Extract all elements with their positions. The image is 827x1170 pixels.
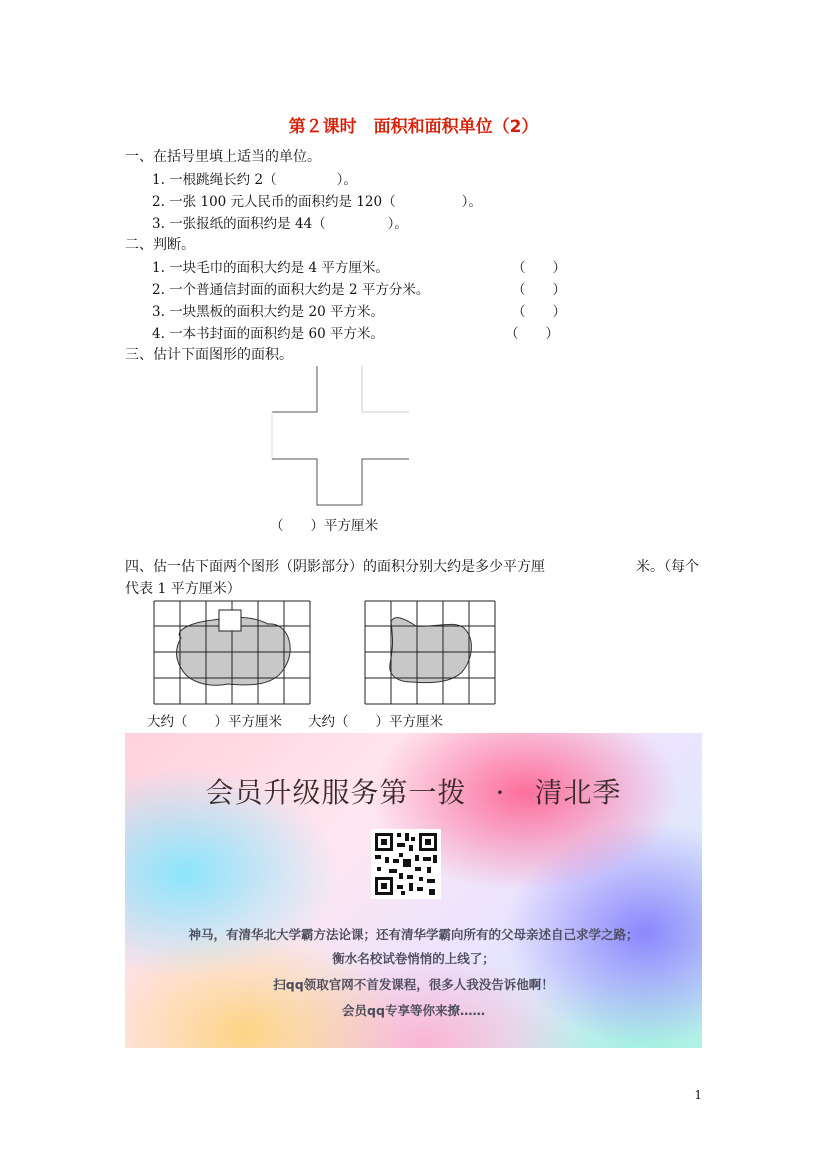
item-end: ）。: [336, 172, 357, 188]
item-number: 2.: [152, 194, 165, 210]
section-2-heading: 二、判断。: [125, 237, 195, 253]
item-number: 3.: [152, 304, 165, 320]
banner-title: 会员升级服务第一拨 · 清北季: [205, 776, 622, 809]
item-number: 3.: [152, 216, 165, 232]
sec2-item-3: [152, 300, 384, 320]
section-3-heading: 三、估计下面图形的面积。: [125, 347, 293, 363]
banner-line-2: 衡水名校试卷悄悄的上线了；: [332, 951, 495, 966]
judge-paren-3[interactable]: （ ）: [512, 304, 566, 320]
section-4-heading-b: 米。（每个: [636, 559, 699, 575]
grid-figure-1: [153, 600, 313, 706]
sec1-item-1: [152, 168, 357, 188]
page-title: 第２课时 面积和面积单位（2）: [288, 117, 539, 137]
item-text: 一根跳绳长约 2（: [169, 172, 277, 188]
section-1-heading: 一、在括号里填上适当的单位。: [125, 149, 321, 165]
page-number: 1: [694, 1088, 702, 1102]
item-number: 4.: [152, 326, 165, 342]
sec2-item-4: [152, 322, 384, 342]
banner-line-4: 会员qq专享等你来撩……: [342, 1003, 485, 1018]
banner-line-3: 扫qq领取官网不首发课程，很多人我没告诉他啊！: [273, 977, 554, 992]
judge-paren-2[interactable]: （ ）: [512, 282, 566, 298]
banner-line-1: 神马，有清华北大学霸方法论课；还有清华学霸向所有的父母亲述自己求学之路；: [188, 927, 639, 942]
judge-paren-1[interactable]: （ ）: [512, 260, 566, 276]
sec1-item-3: [152, 212, 408, 232]
sec4-answer-2: 大约（ ）平方厘米: [308, 714, 443, 730]
item-text: 一张 100 元人民币的面积约是 120（: [169, 194, 396, 210]
judge-paren-4[interactable]: （ ）: [505, 326, 559, 342]
sec2-item-1: [152, 256, 389, 276]
item-number: 1.: [152, 260, 165, 276]
item-text: 一块毛巾的面积大约是 4 平方厘米。: [169, 260, 389, 276]
cross-figure: [262, 362, 422, 512]
item-text: 一本书封面的面积约是 60 平方米。: [169, 326, 384, 342]
item-number: 1.: [152, 172, 165, 188]
item-text: 一块黑板的面积大约是 20 平方米。: [169, 304, 384, 320]
section-4-heading-a: 四、估一估下面两个图形（阴影部分）的面积分别大约是多少平方厘: [125, 559, 545, 575]
qr-code-icon[interactable]: [371, 829, 441, 899]
item-end: ）。: [461, 194, 482, 210]
sec4-answer-1: 大约（ ）平方厘米: [147, 714, 282, 730]
item-text: 一个普通信封面的面积大约是 2 平方分米。: [169, 282, 430, 298]
sec2-item-2: [152, 278, 429, 298]
sec3-answer: （ ）平方厘米: [270, 518, 378, 534]
item-number: 2.: [152, 282, 165, 298]
grid-figure-2: [364, 600, 498, 706]
item-text: 一张报纸的面积约是 44（: [169, 216, 326, 232]
item-end: ）。: [387, 216, 408, 232]
unit-square-icon: [219, 610, 241, 631]
promo-banner[interactable]: [125, 733, 702, 1048]
section-4-heading-c: 代表 1 平方厘米）: [125, 581, 241, 597]
sec1-item-2: [152, 190, 482, 210]
